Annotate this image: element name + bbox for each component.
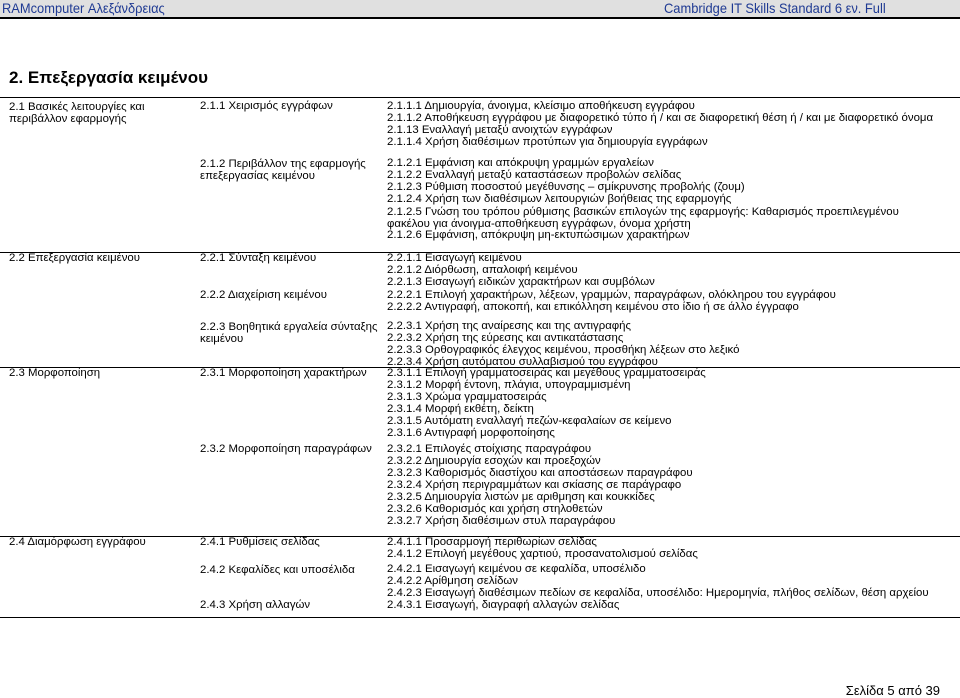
syllabus-item: 2.1.2.4 Χρήση των διαθέσιμων λειτουργιών βοήθειας της εφαρμογής xyxy=(387,193,732,205)
syllabus-item: 2.2.3.3 Ορθογραφικός έλεγχος κειμένου, προσθήκη λέξεων στο λεξικό xyxy=(387,344,740,356)
syllabus-item: 2.3.2.4 Χρήση περιγραμμάτων και σκίασης σε παράγραφο xyxy=(387,479,682,491)
submodule-heading: 2.4.3 Χρήση αλλαγών xyxy=(200,599,311,611)
page-header xyxy=(0,0,960,19)
submodule-heading: 2.3.1 Μορφοποίηση χαρακτήρων xyxy=(200,367,367,379)
syllabus-item: 2.1.1.2 Αποθήκευση εγγράφου με διαφορετικό τύπο ή / και σε διαφορετική θέση ή / και με διαφορετικό όνομα xyxy=(387,112,934,124)
syllabus-item: 2.2.3.4 Χρήση αυτόματου συλλαβισμού του εγγράφου xyxy=(387,356,658,368)
syllabus-item: 2.4.1.2 Επιλογή μεγέθους χαρτιού, προσανατολισμού σελίδας xyxy=(387,548,698,560)
submodule-heading: 2.3.2 Μορφοποίηση παραγράφων xyxy=(200,443,372,455)
syllabus-item: 2.4.2.2 Αρίθμηση σελίδων xyxy=(387,575,519,587)
syllabus-item: 2.3.1.6 Αντιγραφή μορφοποίησης xyxy=(387,427,555,439)
submodule-heading: 2.4.1 Ρυθμίσεις σελίδας xyxy=(200,536,320,548)
syllabus-item: 2.4.2.3 Εισαγωγή διαθέσιμων πεδίων σε κεφαλίδα, υποσέλιδο: Ημερομηνία, πλήθος σελίδων, θέση αρχείου xyxy=(387,587,929,599)
syllabus-item: 2.4.3.1 Εισαγωγή, διαγραφή αλλαγών σελίδας xyxy=(387,599,620,611)
syllabus-item: 2.2.3.1 Χρήση της αναίρεσης και της αντιγραφής xyxy=(387,320,632,332)
module-heading: 2.3 Μορφοποίηση xyxy=(9,367,101,379)
header-right-text: Cambridge IT Skills Standard 6 εν. Full xyxy=(664,0,886,16)
syllabus-item: 2.1.2.1 Εμφάνιση και απόκρυψη γραμμών εργαλείων xyxy=(387,157,654,169)
syllabus-item: 2.2.1.1 Εισαγωγή κειμένου xyxy=(387,252,522,264)
module-heading: 2.4 Διαμόρφωση εγγράφου xyxy=(9,536,146,548)
syllabus-item: 2.3.1.5 Αυτόματη εναλλαγή πεζών-κεφαλαίων σε κείμενο xyxy=(387,415,672,427)
syllabus-item: 2.4.2.1 Εισαγωγή κειμένου σε κεφαλίδα, υποσέλιδο xyxy=(387,563,646,575)
syllabus-item: 2.3.2.5 Δημιουργία λιστών με αριθμηση και κουκκίδες xyxy=(387,491,655,503)
syllabus-item: 2.3.1.1 Επιλογή γραμματοσειράς και μεγέθους γραμματοσειράς xyxy=(387,367,706,379)
table-top-rule xyxy=(0,97,960,98)
submodule-heading: 2.2.3 Βοηθητικά εργαλεία σύνταξης κειμένου xyxy=(200,321,378,345)
page-number: Σελίδα 5 από 39 xyxy=(845,683,940,698)
syllabus-item: 2.3.2.2 Δημιουργία εσοχών και προεξοχών xyxy=(387,455,601,467)
submodule-heading: 2.2.2 Διαχείριση κειμένου xyxy=(200,289,327,301)
syllabus-item: 2.2.2.1 Επιλογή χαρακτήρων, λέξεων, γραμμών, παραγράφων, ολόκληρου του εγγράφου xyxy=(387,289,836,301)
syllabus-item: 2.3.2.3 Καθορισμός διαστίχου και αποστάσεων παραγράφου xyxy=(387,467,693,479)
submodule-heading: 2.1.2 Περιβάλλον της εφαρμογής επεξεργασίας κειμένου xyxy=(200,158,366,182)
syllabus-item: 2.1.2.3 Ρύθμιση ποσοστού μεγέθυνσης – σμίκρυνσης προβολής (ζουμ) xyxy=(387,181,745,193)
table-bottom-rule xyxy=(0,617,960,618)
submodule-heading: 2.2.1 Σύνταξη κειμένου xyxy=(200,252,317,264)
syllabus-item: 2.2.1.2 Διόρθωση, απαλοιφή κειμένου xyxy=(387,264,578,276)
syllabus-item: 2.1.1.4 Χρήση διαθέσιμων προτύπων για δημιουργία εγγράφων xyxy=(387,136,708,148)
module-heading: 2.2 Επεξεργασία κειμένου xyxy=(9,252,140,264)
syllabus-item: 2.2.2.2 Αντιγραφή, αποκοπή, και επικόλληση κειμένου στο ίδιο ή σε άλλο έγγραφο xyxy=(387,301,799,313)
syllabus-item: 2.4.1.1 Προσαρμογή περιθωρίων σελίδας xyxy=(387,536,597,548)
syllabus-item: 2.2.1.3 Εισαγωγή ειδικών χαρακτήρων και συμβόλων xyxy=(387,276,655,288)
syllabus-item: 2.3.2.6 Καθορισμός και χρήση στηλοθετών xyxy=(387,503,603,515)
submodule-heading: 2.4.2 Κεφαλίδες και υποσέλιδα xyxy=(200,564,355,576)
syllabus-item: 2.1.2.5 Γνώση του τρόπου ρύθμισης βασικών επιλογών της εφαρμογής: Καθαρισμός προεπιλεγμένου φακέλου για άνοιγμα-αποθήκευση εγγράφων, όνομα χρήστη xyxy=(387,206,899,230)
syllabus-item: 2.1.1.1 Δημιουργία, άνοιγμα, κλείσιμο αποθήκευση εγγράφου xyxy=(387,100,695,112)
header-left-text: RAMcomputer Αλεξάνδρειας xyxy=(2,0,165,16)
syllabus-item: 2.1.2.6 Εμφάνιση, απόκρυψη μη-εκτυπώσιμων χαρακτήρων xyxy=(387,229,690,241)
syllabus-item: 2.3.1.3 Χρώμα γραμματοσειράς xyxy=(387,391,547,403)
section-title: 2. Επεξεργασία κειμένου xyxy=(9,68,208,87)
submodule-heading: 2.1.1 Χειρισμός εγγράφων xyxy=(200,100,333,112)
module-heading: 2.1 Βασικές λειτουργίες και περιβάλλον εφαρμογής xyxy=(9,101,145,125)
syllabus-item: 2.3.2.7 Χρήση διαθέσιμων στυλ παραγράφου xyxy=(387,515,616,527)
syllabus-item: 2.2.3.2 Χρήση της εύρεσης και αντικατάστασης xyxy=(387,332,624,344)
syllabus-item: 2.3.2.1 Επιλογές στοίχισης παραγράφου xyxy=(387,443,592,455)
syllabus-item: 2.1.13 Εναλλαγή μεταξύ ανοιχτών εγγράφων xyxy=(387,124,613,136)
syllabus-item: 2.3.1.4 Μορφή εκθέτη, δείκτη xyxy=(387,403,534,415)
syllabus-item: 2.1.2.2 Εναλλαγή μεταξύ καταστάσεων προβολών σελίδας xyxy=(387,169,682,181)
syllabus-item: 2.3.1.2 Μορφή έντονη, πλάγια, υπογραμμισμένη xyxy=(387,379,631,391)
